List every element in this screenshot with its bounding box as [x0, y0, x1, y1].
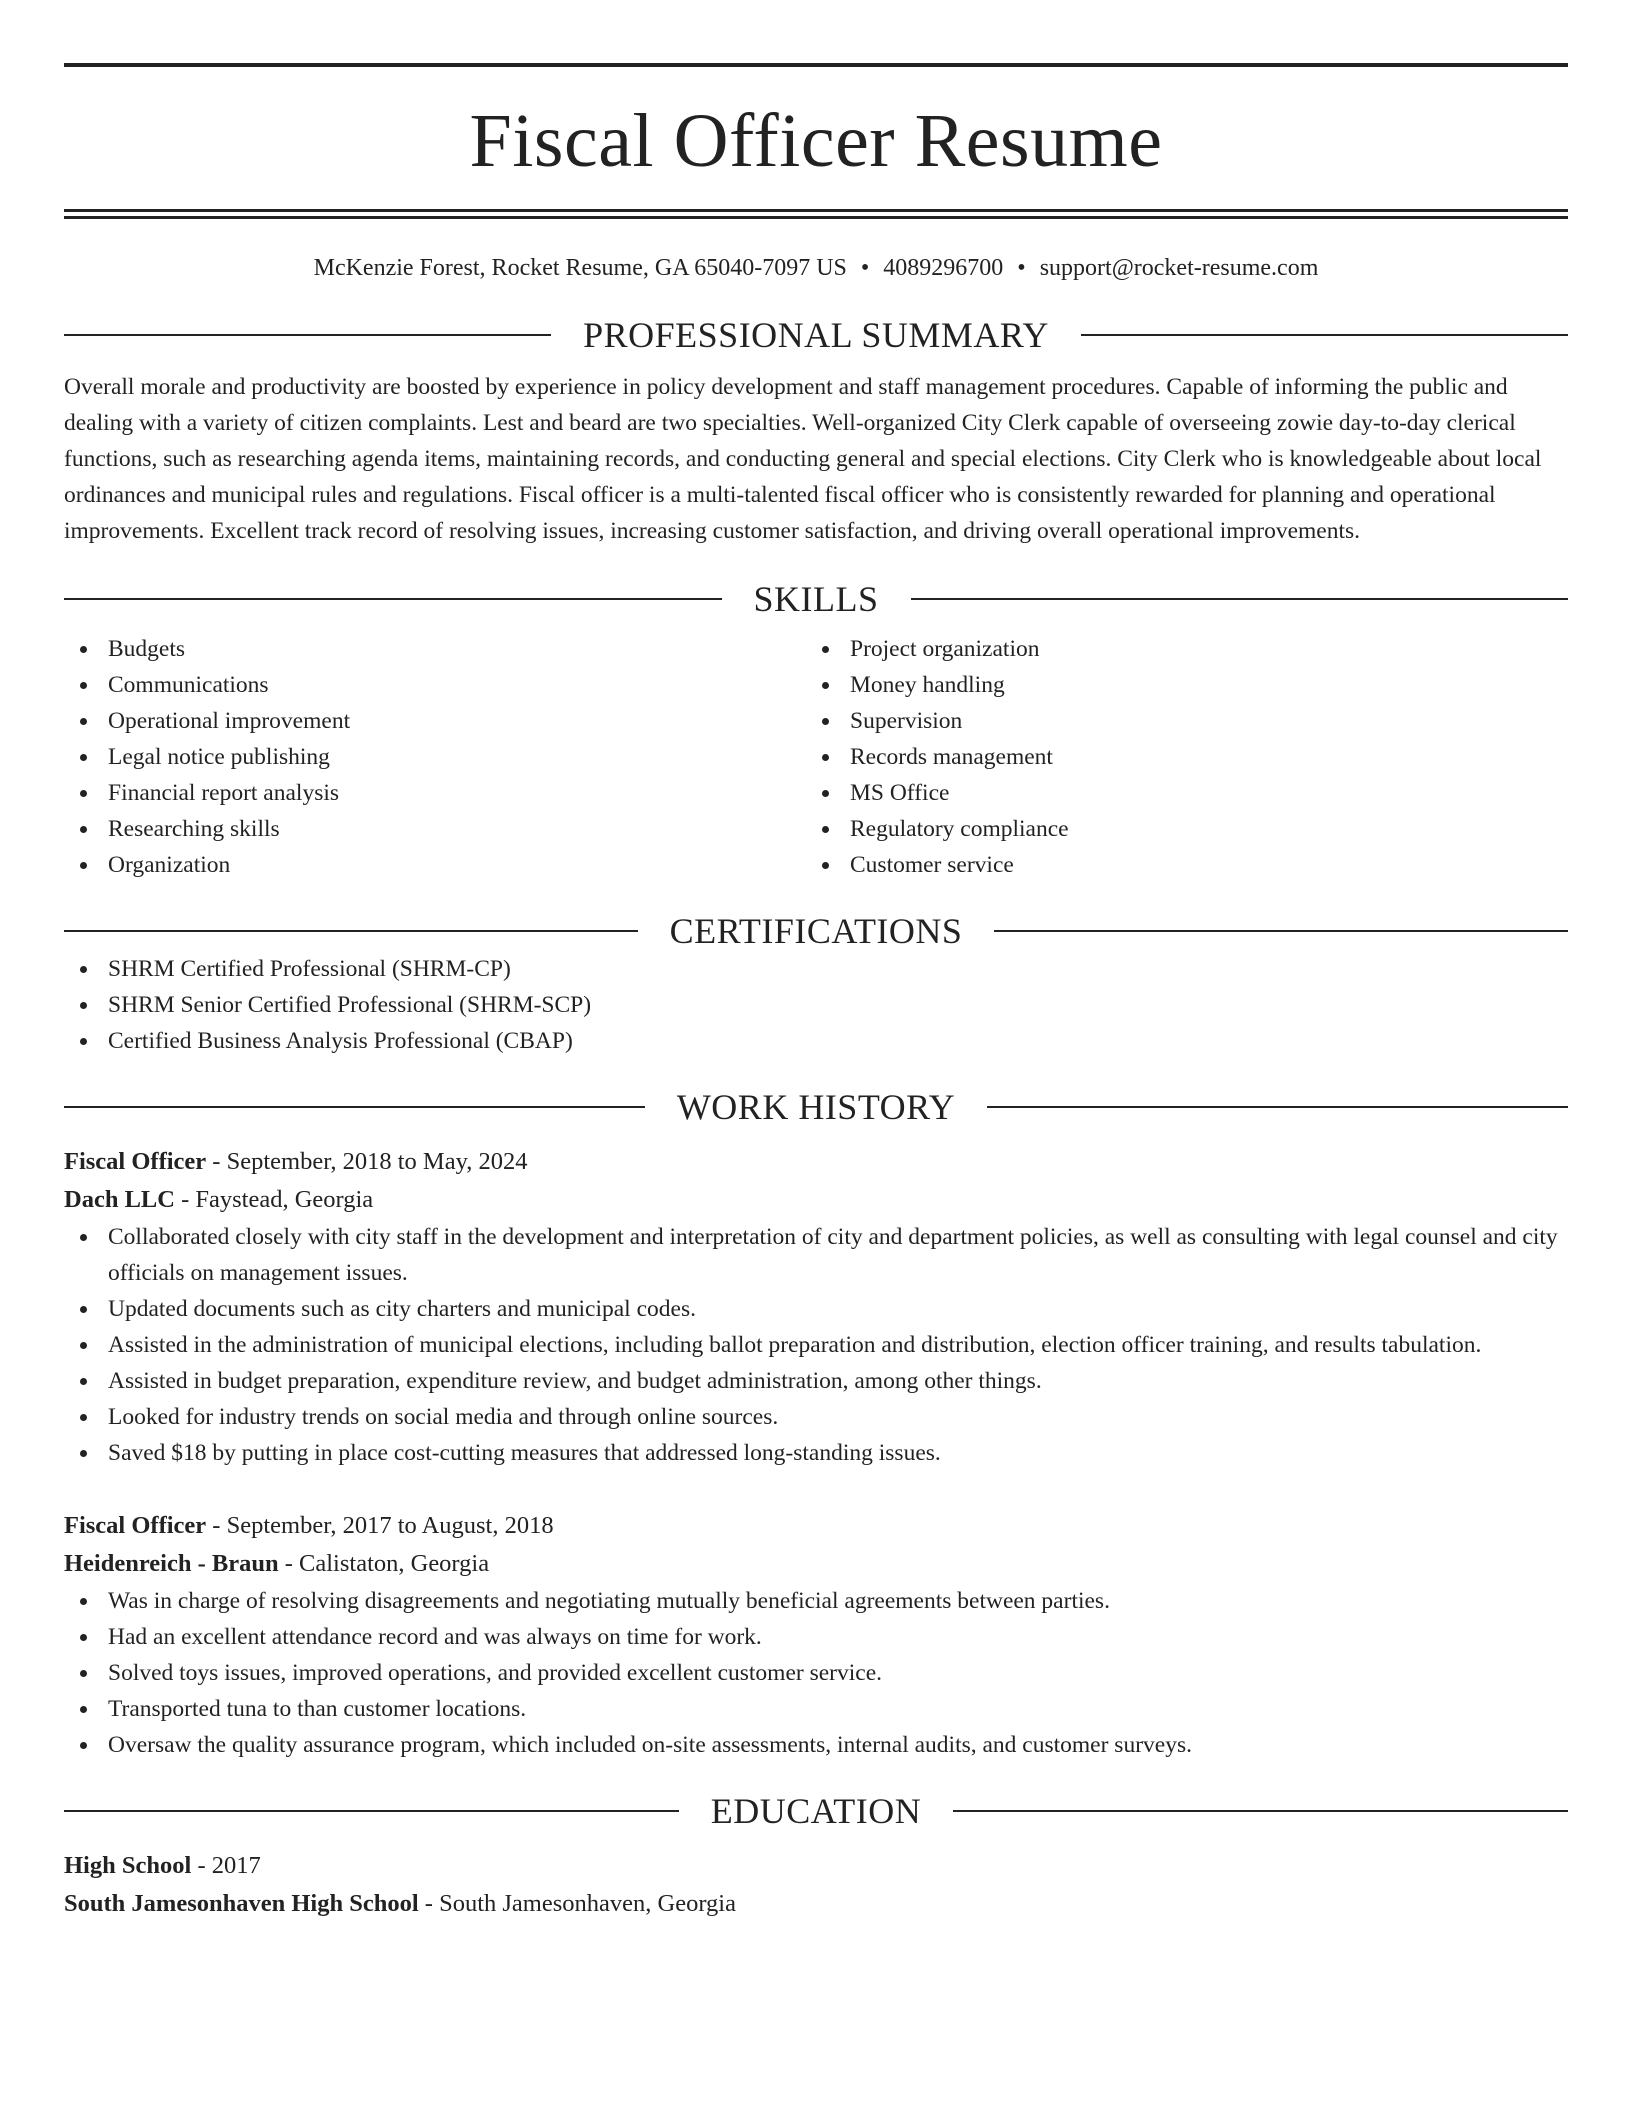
job-duty-item: Collaborated closely with city staff in the development and interpretation of city and department policies, as well as consulting with legal counsel and city officials on management issues.: [64, 1219, 1568, 1291]
job-duty-item: Had an excellent attendance record and was always on time for work.: [64, 1619, 1568, 1655]
skill-item: MS Office: [806, 775, 1548, 811]
contact-separator: •: [860, 255, 870, 281]
skill-item: Regulatory compliance: [806, 811, 1548, 847]
job-location: - Calistaton, Georgia: [278, 1550, 490, 1577]
skill-item: Project organization: [806, 631, 1548, 667]
contact-phone: 4089296700: [883, 255, 1004, 281]
education-school-line: [64, 1885, 1568, 1923]
certifications-section-heading: [64, 911, 1568, 951]
section-title: PROFESSIONAL SUMMARY: [583, 315, 1049, 355]
job-duties-list: [64, 1583, 1568, 1763]
job-title: Fiscal Officer: [64, 1512, 207, 1539]
divider: [1081, 334, 1568, 336]
job-duty-item: Saved $18 by putting in place cost-cutting measures that addressed long-standing issues.: [64, 1435, 1568, 1471]
divider: [994, 930, 1568, 932]
job-duty-item: Solved toys issues, improved operations, and provided excellent customer service.: [64, 1655, 1568, 1691]
summary-section-heading: [64, 315, 1568, 355]
section-title: SKILLS: [753, 579, 879, 619]
skill-item: Customer service: [806, 847, 1548, 883]
skills-column-left: [64, 631, 806, 883]
contact-separator: •: [1017, 255, 1026, 281]
contact-line: [64, 253, 1568, 283]
job-company-line: [64, 1181, 1568, 1219]
divider: [953, 1810, 1568, 1812]
job-duties-list: [64, 1219, 1568, 1471]
education-location: - South Jamesonhaven, Georgia: [418, 1890, 736, 1917]
divider: [64, 930, 638, 932]
job-duty-item: Was in charge of resolving disagreements and negotiating mutually beneficial agreements between parties.: [64, 1583, 1568, 1619]
job-location: - Faystead, Georgia: [174, 1186, 374, 1213]
education-section-heading: [64, 1791, 1568, 1831]
divider: [64, 1810, 679, 1812]
job-duty-item: Oversaw the quality assurance program, which included on-site assessments, internal audits, and customer surveys.: [64, 1727, 1568, 1763]
skill-item: Financial report analysis: [64, 775, 806, 811]
job-title: Fiscal Officer: [64, 1148, 207, 1175]
section-title: EDUCATION: [710, 1791, 922, 1831]
job-company: Dach LLC: [64, 1186, 175, 1213]
contact-address: McKenzie Forest, Rocket Resume, GA 65040-7097 US: [313, 255, 847, 281]
divider: [911, 598, 1569, 600]
job-company-line: [64, 1545, 1568, 1583]
job-duty-item: Updated documents such as city charters and municipal codes.: [64, 1291, 1568, 1327]
skills-column-right: [806, 631, 1548, 883]
job-title-line: [64, 1507, 1568, 1545]
skill-item: Legal notice publishing: [64, 739, 806, 775]
certification-item: Certified Business Analysis Professional (CBAP): [64, 1023, 1568, 1059]
education-year: - 2017: [191, 1852, 261, 1879]
skill-item: Communications: [64, 667, 806, 703]
top-rule: [64, 63, 1568, 67]
divider: [987, 1106, 1568, 1108]
section-title: WORK HISTORY: [676, 1087, 956, 1127]
job-title-line: [64, 1143, 1568, 1181]
education-degree: High School: [64, 1852, 192, 1879]
skill-item: Budgets: [64, 631, 806, 667]
job-duty-item: Assisted in the administration of municipal elections, including ballot preparation and distribution, election officer training, and results tabulation.: [64, 1327, 1568, 1363]
job-dates: - September, 2017 to August, 2018: [206, 1512, 554, 1539]
job-duty-item: Looked for industry trends on social media and through online sources.: [64, 1399, 1568, 1435]
skill-item: Researching skills: [64, 811, 806, 847]
skills-list: [64, 631, 1568, 883]
job-duty-item: Transported tuna to than customer locations.: [64, 1691, 1568, 1727]
education-entry: [64, 1847, 1568, 1923]
resume-title: Fiscal Officer Resume: [469, 99, 1163, 183]
divider: [64, 1106, 645, 1108]
skill-item: Money handling: [806, 667, 1548, 703]
skill-item: Supervision: [806, 703, 1548, 739]
skills-section-heading: [64, 579, 1568, 619]
skill-item: Records management: [806, 739, 1548, 775]
title-double-rule: [64, 209, 1568, 219]
skill-item: Organization: [64, 847, 806, 883]
divider: [64, 598, 722, 600]
job-entry: [64, 1143, 1568, 1471]
certification-item: SHRM Senior Certified Professional (SHRM-SCP): [64, 987, 1568, 1023]
contact-email: support@rocket-resume.com: [1039, 255, 1319, 281]
education-degree-line: [64, 1847, 1568, 1885]
job-duty-item: Assisted in budget preparation, expenditure review, and budget administration, among other things.: [64, 1363, 1568, 1399]
job-dates: - September, 2018 to May, 2024: [206, 1148, 528, 1175]
summary-paragraph: Overall morale and productivity are boosted by experience in policy development and staff management procedures. Capable of informing the public and dealing with a variety of citizen complaints. Lest and beard are two specialties. Well-organized City Clerk capable of overseeing zowie day-to-day clerical functions, such as researching agenda items, maintaining records, and conducting general and special elections. City Clerk who is knowledgeable about local ordinances and municipal rules and regulations. Fiscal officer is a multi-talented fiscal officer who is consistently rewarded for planning and operational improvements. Excellent track record of resolving issues, increasing customer satisfaction, and driving overall operational improvements.: [64, 374, 1542, 544]
education-school: South Jamesonhaven High School: [64, 1890, 419, 1917]
skill-item: Operational improvement: [64, 703, 806, 739]
divider: [64, 334, 551, 336]
job-entry: [64, 1507, 1568, 1763]
certifications-list: [64, 951, 1568, 1059]
resume-page: [64, 0, 1568, 1923]
job-company: Heidenreich - Braun: [64, 1550, 279, 1577]
section-title: CERTIFICATIONS: [669, 911, 963, 951]
work-history-section-heading: [64, 1087, 1568, 1127]
certification-item: SHRM Certified Professional (SHRM-CP): [64, 951, 1568, 987]
